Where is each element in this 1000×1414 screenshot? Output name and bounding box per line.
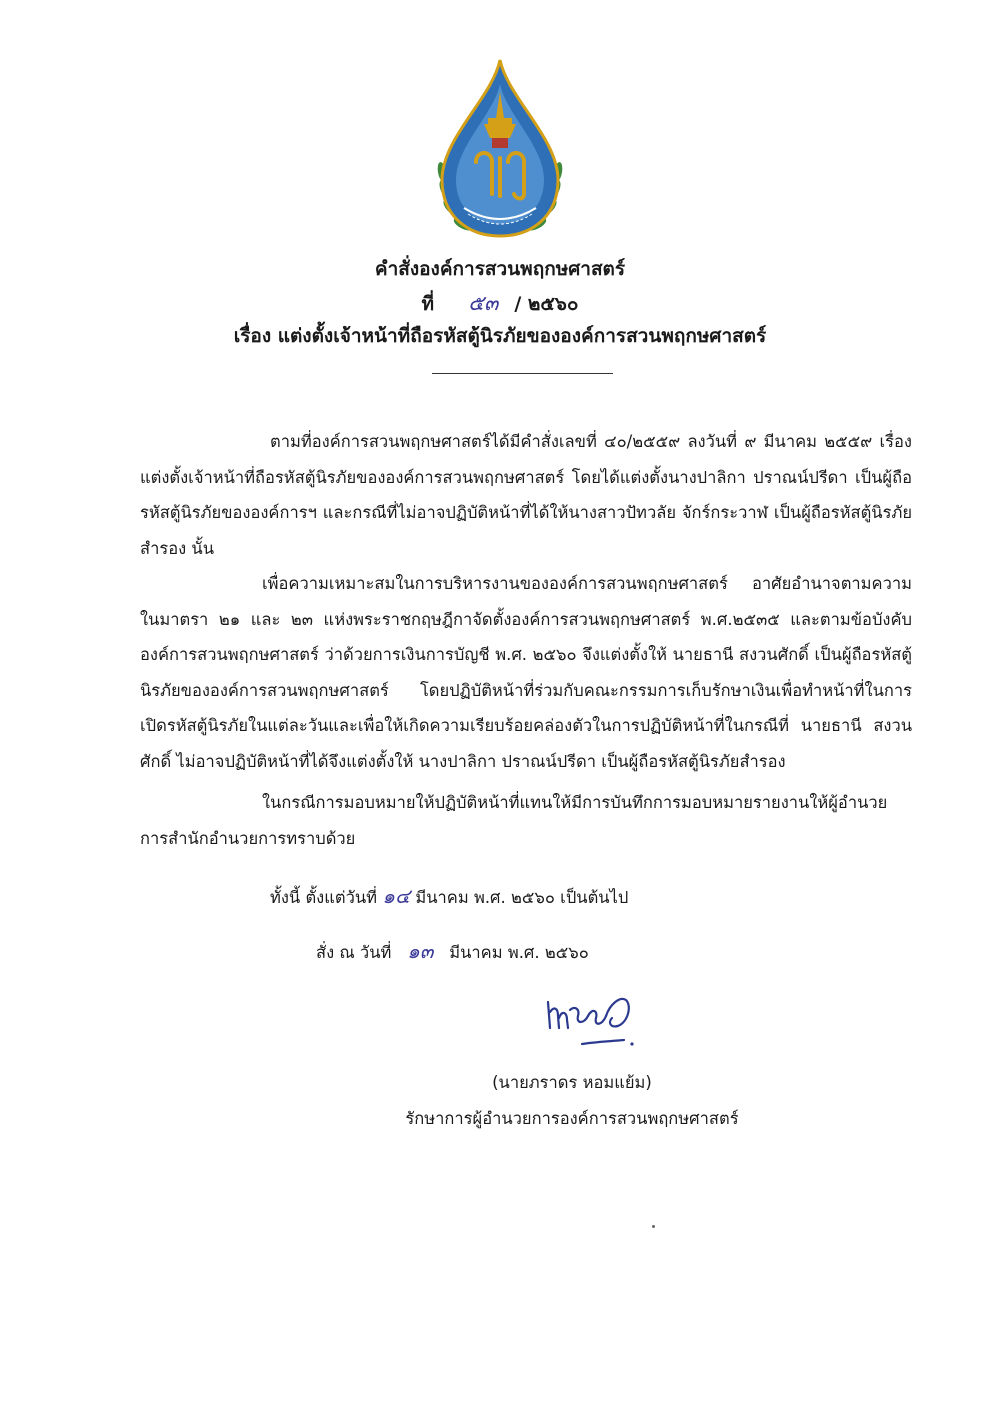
order-number-prefix: ที่: [421, 293, 435, 315]
effective-rest: มีนาคม พ.ศ. ๒๕๖๐ เป็นต้นไป: [415, 888, 629, 907]
signer-name: (นายภราดร หอมแย้ม): [492, 1073, 652, 1092]
document-subject: เรื่อง แต่งตั้งเจ้าหน้าที่ถือรหัสตู้นิรภัยขององค์การสวนพฤกษศาสตร์: [233, 325, 767, 347]
scan-speck: [652, 1225, 655, 1228]
effective-date-line: [270, 880, 628, 912]
effective-day: ๑๔: [382, 884, 411, 908]
handwritten-signature: [540, 982, 640, 1054]
document-title: คำสั่งองค์การสวนพฤกษศาสตร์: [374, 258, 626, 280]
order-number: [0, 287, 1000, 320]
order-number-handwritten: ๕๓: [468, 291, 499, 315]
org-emblem-icon: [430, 58, 570, 248]
effective-prefix: ทั้งนี้ ตั้งแต่วันที่: [270, 888, 378, 907]
ordered-date-line: [316, 935, 589, 967]
order-number-year: / ๒๕๖๐: [514, 293, 579, 315]
title-divider: [432, 373, 613, 374]
body-paragraph-3: ในกรณีการมอบหมายให้ปฏิบัติหน้าที่แทนให้มีการบันทึกการมอบหมายรายงานให้ผู้อำนวยการสำนักอำนวยการทราบด้วย: [140, 793, 888, 848]
body-paragraph-1: ตามที่องค์การสวนพฤกษศาสตร์ได้มีคำสั่งเลขที่ ๔๐/๒๕๕๙ ลงวันที่ ๙ มีนาคม ๒๕๕๙ เรื่อง แต่งตั้งเจ้าหน้าที่ถือรหัสตู้นิรภัยขององค์การสวนพฤกษศาสตร์ โดยได้แต่งตั้งนางปาลิกา ปราณน์ปรีดา เป็นผู้ถือรหัสตู้นิรภัยขององค์การฯ และกรณีที่ไม่อาจปฏิบัติหน้าที่ได้ให้นางสาวปัทวลัย จักร์กระวาฬ เป็นผู้ถือรหัสตู้นิรภัยสำรอง นั้น: [140, 432, 912, 558]
body-paragraph-2: เพื่อความเหมาะสมในการบริหารงานขององค์การสวนพฤกษศาสตร์ อาศัยอำนาจตามความในมาตรา ๒๑ และ ๒๓ แห่งพระราชกฤษฎีกาจัดตั้งองค์การสวนพฤกษศาสตร์ พ.ศ.๒๕๓๕ และตามข้อบังคับองค์การสวนพฤกษศาสตร์ ว่าด้วยการเงินการบัญชี พ.ศ. ๒๕๖๐ จึงแต่งตั้งให้ นายธานี สงวนศักดิ์ เป็นผู้ถือรหัสตู้นิรภัยขององค์การสวนพฤกษศาสตร์ โดยปฏิบัติหน้าที่ร่วมกับคณะกรรมการเก็บรักษาเงินเพื่อทำหน้าที่ในการเปิดรหัสตู้นิรภัยในแต่ละวันและเพื่อให้เกิดความเรียบร้อยคล่องตัวในการปฏิบัติหน้าที่ในกรณีที่ นายธานี สงวนศักดิ์ ไม่อาจปฏิบัติหน้าที่ได้จึงแต่งตั้งให้ นางปาลิกา ปราณน์ปรีดา เป็นผู้ถือรหัสตู้นิรภัยสำรอง: [140, 574, 912, 771]
ordered-rest: มีนาคม พ.ศ. ๒๕๖๐: [449, 943, 589, 962]
signer-position: รักษาการผู้อำนวยการองค์การสวนพฤกษศาสตร์: [405, 1109, 739, 1128]
ordered-day: ๑๓: [407, 939, 434, 963]
ordered-prefix: สั่ง ณ วันที่: [316, 943, 392, 962]
